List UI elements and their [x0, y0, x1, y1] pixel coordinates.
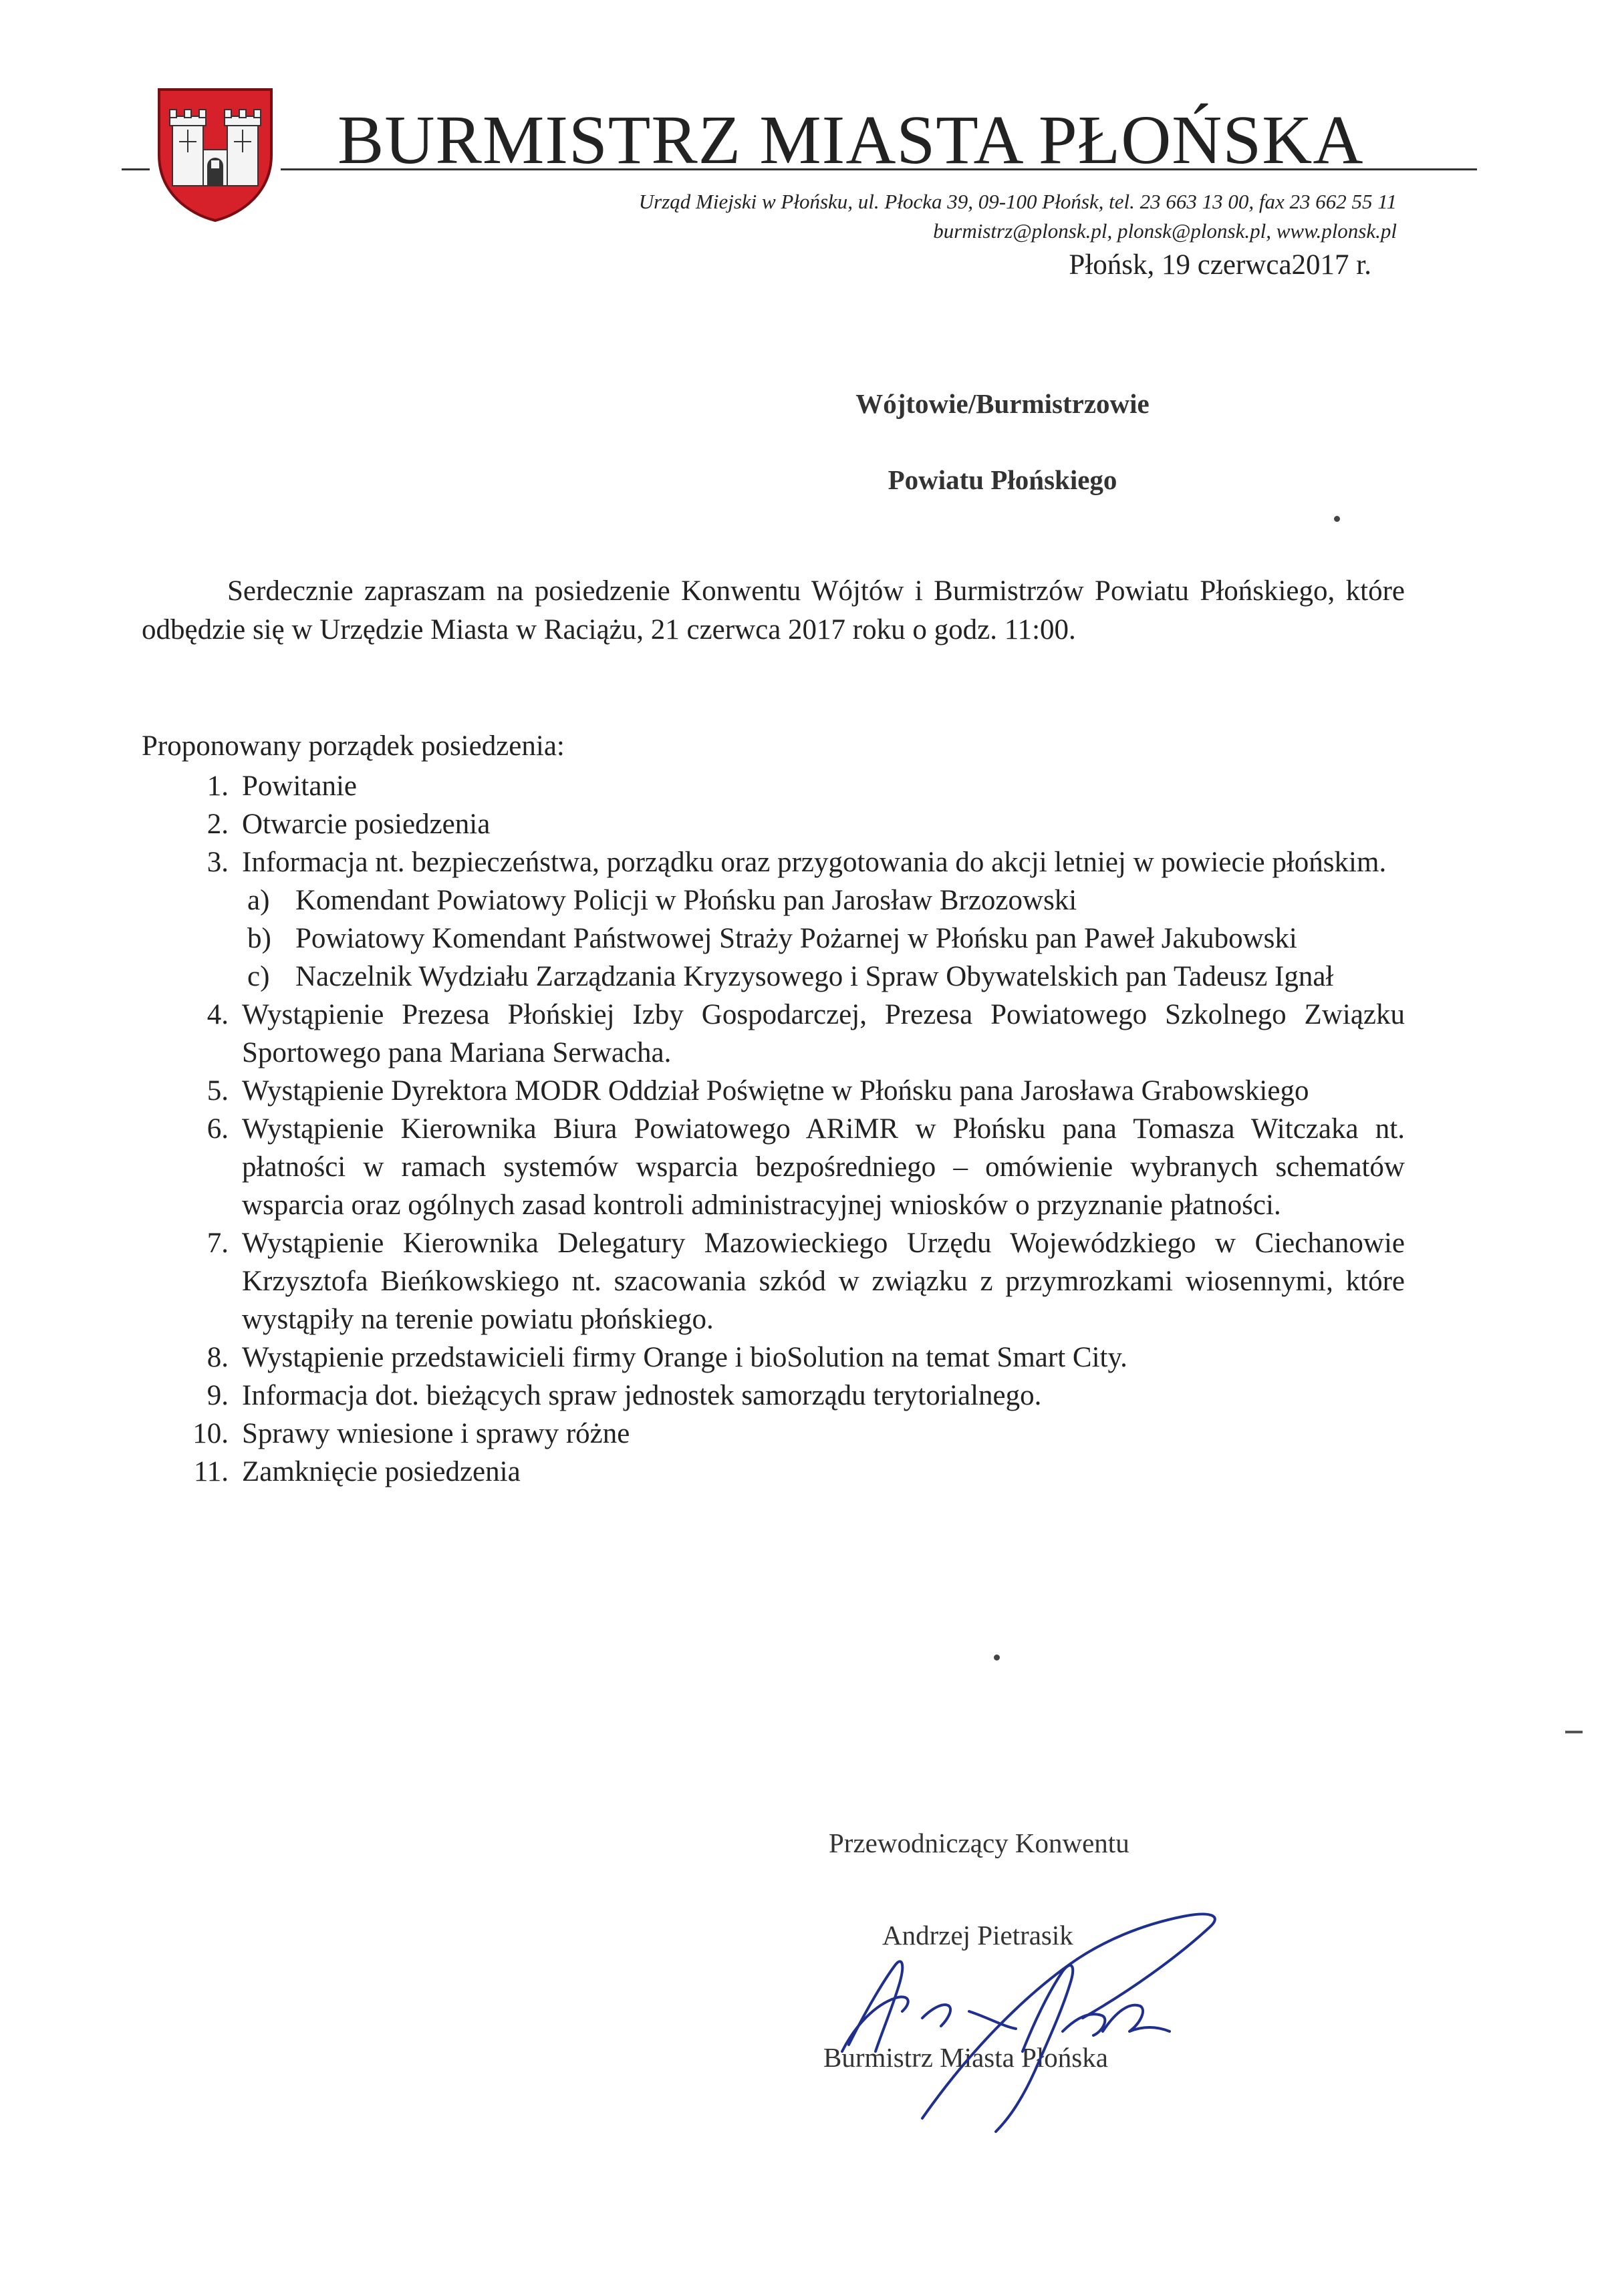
agenda-list	[175, 767, 1405, 1491]
contact-line: burmistrz@plonsk.pl, plonsk@plonsk.pl, www.plonsk.pl	[933, 219, 1397, 243]
agenda-item-number: 3.	[207, 847, 229, 878]
agenda-item-text: Wystąpienie Kierownika Biura Powiatowego ARiMR w Płońsku pana Tomasza Witczaka nt. płatności w ramach systemów wsparcia bezpośredniego – omówienie wybranych schematów wsparcia oraz ogólnych zasad kontroli administracyjnej wniosków o przyznanie płatności.	[242, 1113, 1405, 1221]
agenda-sublist	[242, 881, 1405, 996]
agenda-item	[175, 843, 1405, 996]
scan-speck	[994, 1655, 1000, 1661]
letterhead-title: BURMISTRZ MIASTA PŁOŃSKA	[338, 102, 1364, 178]
signatory-role: Burmistrz Miasta Płońska	[823, 2042, 1108, 2073]
agenda-item-text: Zamknięcie posiedzenia	[242, 1456, 521, 1487]
agenda-item-number: 11.	[193, 1456, 229, 1487]
agenda-item-number: 8.	[207, 1342, 229, 1373]
agenda-subitem-letter: b)	[247, 923, 271, 954]
agenda-item-number: 5.	[207, 1075, 229, 1107]
agenda-subitem-text: Powiatowy Komendant Państwowej Straży Pożarnej w Płońsku pan Paweł Jakubowski	[295, 923, 1297, 954]
agenda-item	[175, 805, 1405, 843]
agenda-item-text: Wystąpienie Kierownika Delegatury Mazowieckiego Urzędu Wojewódzkiego w Ciechanowie Krzysztofa Bieńkowskiego nt. szacowania szkód w związku z przymrozkami wiosennymi, które wystąpiły na terenie powiatu płońskiego.	[242, 1228, 1405, 1335]
agenda-item-number: 6.	[207, 1113, 229, 1145]
agenda-item	[175, 1072, 1405, 1110]
agenda-item	[175, 1415, 1405, 1453]
agenda-subitem-letter: a)	[247, 885, 270, 916]
agenda-item-text: Powitanie	[242, 770, 357, 802]
agenda-item-number: 10.	[192, 1418, 229, 1449]
agenda-item-number: 7.	[207, 1228, 229, 1259]
agenda-item	[175, 996, 1405, 1072]
agenda-item-text: Otwarcie posiedzenia	[242, 809, 491, 840]
scan-speck	[1565, 1731, 1583, 1733]
recipient-line: Powiatu Płońskiego	[888, 464, 1117, 495]
agenda-subitem	[242, 958, 1405, 996]
agenda-item	[175, 767, 1405, 805]
agenda-subitem-text: Komendant Powiatowy Policji w Płońsku pan Jarosław Brzozowski	[295, 885, 1077, 916]
agenda-item-number: 9.	[207, 1380, 229, 1411]
agenda-item-text: Sprawy wniesione i sprawy różne	[242, 1418, 630, 1449]
handwritten-signature-icon	[769, 1851, 1236, 2145]
signatory-name: Andrzej Pietrasik	[882, 1920, 1073, 1951]
agenda-item	[175, 1453, 1405, 1491]
letterhead-address	[314, 187, 1397, 246]
agenda-subitem-letter: c)	[247, 961, 270, 992]
agenda-item-text: Informacja nt. bezpieczeństwa, porządku oraz przygotowania do akcji letniej w powiecie płońskim.	[242, 847, 1387, 878]
agenda-subitem-text: Naczelnik Wydziału Zarządzania Kryzysowego i Spraw Obywatelskich pan Tadeusz Ignał	[295, 961, 1334, 992]
header-rule	[281, 168, 1477, 170]
agenda-item-number: 1.	[207, 770, 229, 802]
agenda-subitem	[242, 919, 1405, 958]
invitation-paragraph: Serdecznie zapraszam na posiedzenie Konwentu Wójtów i Burmistrzów Powiatu Płońskiego, które odbędzie się w Urzędzie Miasta w Raciążu, 21 czerwca 2017 roku o godz. 11:00.	[142, 575, 1405, 645]
header-rule-left	[122, 168, 150, 170]
agenda-item	[175, 1338, 1405, 1377]
recipient-line: Wójtowie/Burmistrzowie	[855, 388, 1150, 419]
agenda-title: Proponowany porządek posiedzenia:	[142, 730, 565, 762]
letter-date: Płońsk, 19 czerwca2017 r.	[1069, 249, 1371, 281]
agenda-item-text: Wystąpienie przedstawicieli firmy Orange i bioSolution na temat Smart City.	[242, 1342, 1127, 1373]
agenda-item	[175, 1224, 1405, 1338]
agenda-item-number: 2.	[207, 809, 229, 840]
agenda-subitem	[242, 881, 1405, 919]
agenda-item-text: Informacja dot. bieżących spraw jednostek samorządu terytorialnego.	[242, 1380, 1042, 1411]
agenda-item-text: Wystąpienie Dyrektora MODR Oddział Poświętne w Płońsku pana Jarosława Grabowskiego	[242, 1075, 1309, 1107]
agenda-item	[175, 1377, 1405, 1415]
signature-title: Przewodniczący Konwentu	[829, 1828, 1129, 1858]
address-line: Urząd Miejski w Płońsku, ul. Płocka 39, 09-100 Płońsk, tel. 23 663 13 00, fax 23 662 55 11	[638, 190, 1397, 213]
agenda-item-number: 4.	[207, 999, 229, 1030]
scan-speck	[1334, 516, 1340, 522]
coat-of-arms-icon	[155, 86, 275, 223]
agenda-item-text: Wystąpienie Prezesa Płońskiej Izby Gospodarczej, Prezesa Powiatowego Szkolnego Związku Sportowego pana Mariana Serwacha.	[242, 999, 1405, 1068]
agenda-item	[175, 1110, 1405, 1224]
